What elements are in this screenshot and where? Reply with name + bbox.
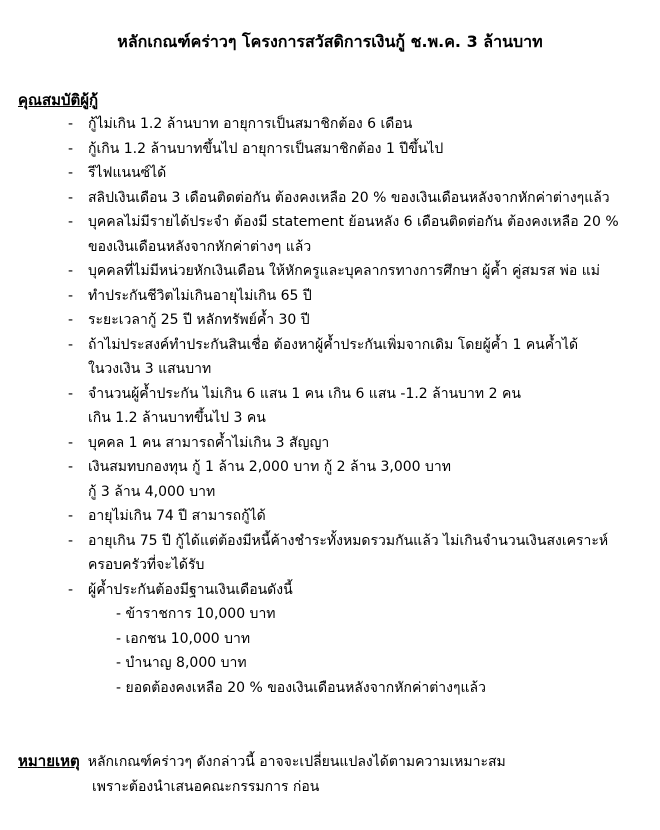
item-text: กู้เกิน 1.2 ล้านบาทขึ้นไป อายุการเป็นสมาชิกต้อง 1 ปีขึ้นไป <box>88 140 444 157</box>
list-item <box>0 161 660 186</box>
list-item <box>0 529 660 578</box>
bullet-dash: - <box>68 189 74 206</box>
bullet-dash: - <box>68 214 74 230</box>
bullet-dash: - <box>68 336 74 353</box>
bullet-dash: - <box>68 385 74 402</box>
item-text: ระยะเวลากู้ 25 ปี หลักทรัพย์ค้ำ 30 ปี <box>88 312 310 328</box>
sub-item-text: - เอกชน 10,000 บาท <box>116 630 251 647</box>
list-item <box>0 431 660 456</box>
note-block <box>18 749 506 800</box>
sub-item-text: - ยอดต้องคงเหลือ 20 % ของเงินเดือนหลังจากหักค่าต่างๆแล้ว <box>116 679 486 696</box>
list-item <box>0 504 660 529</box>
bullet-dash: - <box>68 508 74 524</box>
bullet-dash: - <box>68 263 74 279</box>
list-item <box>0 578 660 603</box>
salary-item-private <box>0 627 660 652</box>
salary-item-remaining <box>0 676 660 701</box>
list-item <box>0 455 660 504</box>
item-text: บุคคล 1 คน สามารถค้ำไม่เกิน 3 สัญญา <box>88 434 330 451</box>
bullet-dash: - <box>68 287 74 304</box>
qualifications-heading: คุณสมบัติผู้กู้ <box>18 91 99 109</box>
item-continuation: กู้ 3 ล้าน 4,000 บาท <box>88 483 216 500</box>
qualifications-list <box>0 112 660 700</box>
salary-item-pension <box>0 651 660 676</box>
list-item <box>0 308 660 333</box>
bullet-dash: - <box>68 165 74 181</box>
note-line-2: เพราะต้องนำเสนอคณะกรรมการ ก่อน <box>92 779 320 795</box>
item-text: กู้ไม่เกิน 1.2 ล้านบาท อายุการเป็นสมาชิกต้อง 6 เดือน <box>88 116 413 132</box>
item-text: สลิปเงินเดือน 3 เดือนติดต่อกัน ต้องคงเหลือ 20 % ของเงินเดือนหลังจากหักค่าต่างๆแล้ว <box>88 189 610 206</box>
item-text: จำนวนผู้ค้ำประกัน ไม่เกิน 6 แสน 1 คน เกิน 6 แสน -1.2 ล้านบาท 2 คน <box>88 385 521 402</box>
list-item <box>0 259 660 284</box>
note-line-1: หลักเกณฑ์คร่าวๆ ดังกล่าวนี้ อาจจะเปลี่ยนแปลงได้ตามความเหมาะสม <box>87 754 506 770</box>
item-text: บุคคลที่ไม่มีหน่วยหักเงินเดือน ให้หักครูและบุคลากรทางการศึกษา ผู้ค้ำ คู่สมรส พ่อ แม่ <box>88 263 601 279</box>
sub-item-text: - ข้าราชการ 10,000 บาท <box>116 606 276 622</box>
salary-item-civil-servant <box>0 602 660 627</box>
list-item <box>0 137 660 162</box>
item-text: บุคคลไม่มีรายได้ประจำ ต้องมี statement ย้อนหลัง 6 เดือนติดต่อกัน ต้องคงเหลือ 20 % <box>88 214 619 230</box>
item-text: ทำประกันชีวิตไม่เกินอายุไม่เกิน 65 ปี <box>88 287 312 304</box>
item-text: อายุไม่เกิน 74 ปี สามารถกู้ได้ <box>88 508 266 524</box>
item-text: ผู้ค้ำประกันต้องมีฐานเงินเดือนดังนี้ <box>88 581 293 598</box>
list-item <box>0 333 660 382</box>
bullet-dash: - <box>68 140 74 157</box>
bullet-dash: - <box>68 434 74 451</box>
bullet-dash: - <box>68 532 74 549</box>
item-continuation: ของเงินเดือนหลังจากหักค่าต่างๆ แล้ว <box>88 238 312 255</box>
note-label: หมายเหตุ <box>18 752 80 770</box>
list-item <box>0 210 660 259</box>
item-text: อายุเกิน 75 ปี กู้ได้แต่ต้องมีหนี้ค้างชำระทั้งหมดรวมกันแล้ว ไม่เกินจำนวนเงินสงเคราะห์ <box>88 532 609 549</box>
item-continuation: ในวงเงิน 3 แสนบาท <box>88 361 212 377</box>
bullet-dash: - <box>68 312 74 328</box>
bullet-dash: - <box>68 459 74 475</box>
bullet-dash: - <box>68 581 74 598</box>
item-continuation: ครอบครัวที่จะได้รับ <box>88 557 205 573</box>
sub-item-text: - บำนาญ 8,000 บาท <box>116 655 247 671</box>
item-text: เงินสมทบกองทุน กู้ 1 ล้าน 2,000 บาท กู้ 2 ล้าน 3,000 บาท <box>88 459 452 475</box>
page-title: หลักเกณฑ์คร่าวๆ โครงการสวัสดิการเงินกู้ ช.พ.ค. 3 ล้านบาท <box>117 32 543 51</box>
list-item <box>0 186 660 211</box>
bullet-dash: - <box>68 116 74 132</box>
list-item <box>0 382 660 431</box>
item-text: รีไฟแนนซ์ได้ <box>88 165 167 181</box>
item-continuation: เกิน 1.2 ล้านบาทขึ้นไป 3 คน <box>88 410 266 426</box>
item-text: ถ้าไม่ประสงค์ทำประกันสินเชื่อ ต้องหาผู้ค้ำประกันเพิ่มจากเดิม โดยผู้ค้ำ 1 คนค้ำได้ <box>88 336 579 353</box>
list-item <box>0 284 660 309</box>
list-item <box>0 112 660 137</box>
